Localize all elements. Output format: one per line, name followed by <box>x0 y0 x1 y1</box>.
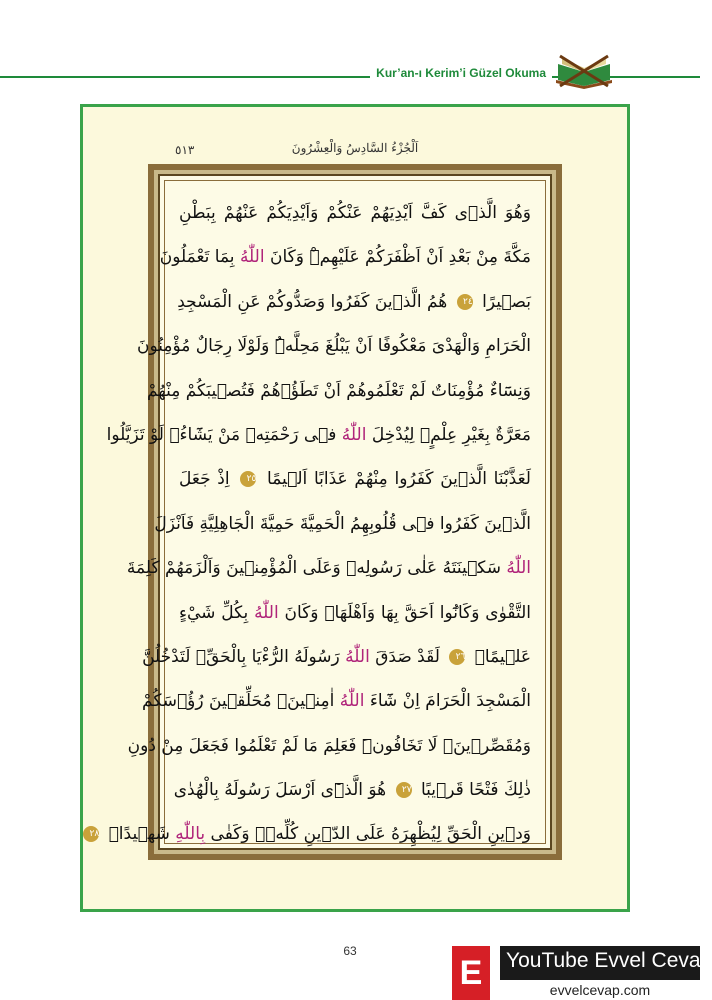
ayah-text: الَّذٖينَ كَفَرُوا فٖى قُلُوبِهِمُ الْحَمِيَّةَ حَمِيَّةَ الْجَاهِلِيَّةِ فَاَنْزَلَ <box>154 513 531 534</box>
juz-title: اَلْجُزْءُ السَّادِسُ وَالْعِشْرُونَ <box>291 141 419 155</box>
ayah-line <box>179 191 531 235</box>
ayah-text: مَعَرَّةٌ بِغَيْرِ عِلْمٍۚ لِيُدْخِلَ <box>366 424 531 445</box>
ayah-text: الْمَسْجِدَ الْحَرَامَ اِنْ شَٓاءَ <box>364 691 531 712</box>
badge-divider <box>490 946 500 1000</box>
ayah-text: هُوَ الَّذٖٓى اَرْسَلَ رَسُولَهُ بِالْهُدٰى <box>173 780 392 801</box>
ayah-line <box>89 812 531 856</box>
ayah-number-marker: ٢٤ <box>457 294 473 310</box>
ayah-text: لَقَدْ صَدَقَ <box>369 646 446 667</box>
ayah-line <box>173 768 531 812</box>
ayah-line <box>142 635 531 679</box>
ayah-line <box>154 502 531 546</box>
ayah-number-marker: ٢٦ <box>449 649 465 665</box>
ayah-text: ذٰلِكَ فَتْحًا قَرٖيبًا <box>415 780 531 801</box>
quran-book-on-stand-icon <box>552 50 616 90</box>
ayah-line <box>179 457 531 501</box>
divine-name: اللّٰهُ <box>345 646 370 667</box>
badge-title: YouTube Evvel Cevap <box>506 949 712 972</box>
text-border <box>89 164 562 860</box>
ayah-text: رَسُولَهُ الرُّءْيَا بِالْحَقِّۚ لَتَدْخُلُنَّ <box>142 646 346 667</box>
divine-name: اللّٰهُ <box>254 602 279 623</box>
ayah-text: وَدٖينِ الْحَقِّ لِيُظْهِرَهُ عَلَى الدّٖينِ كُلِّهٖۜ وَكَفٰى <box>205 824 531 845</box>
ayah-text: اٰمِنٖينَۙ مُحَلِّقٖينَ رُؤُ۫سَكُمْ <box>142 691 340 712</box>
ayah-number-marker: ٢٥ <box>240 471 256 487</box>
ayah-text: بِمَا تَعْمَلُونَ <box>159 247 240 268</box>
ayah-line <box>179 591 531 635</box>
ayah-number-marker: ٢٨ <box>83 826 99 842</box>
ayah-line <box>159 235 531 279</box>
ayah-line <box>127 724 531 768</box>
ayah-text: التَّقْوٰى وَكَانُٓوا اَحَقَّ بِهَا وَاَهْلَهَاۜ وَكَانَ <box>278 602 531 623</box>
page-number: 63 <box>343 944 357 958</box>
ayah-line <box>146 369 531 413</box>
arabic-page-number: ٥١٣ <box>175 143 195 157</box>
ayah-line <box>179 280 531 324</box>
ayah-number-marker: ٢٧ <box>396 782 412 798</box>
quran-text <box>89 180 546 845</box>
ayah-text: سَكٖينَتَهُ عَلٰى رَسُولِهٖ وَعَلَى الْمُؤْمِنٖينَ وَاَلْزَمَهُمْ كَلِمَةَ <box>126 558 507 579</box>
divine-name: اللّٰهُ <box>506 558 531 579</box>
ayah-text: هُمُ الَّذٖينَ كَفَرُوا وَصَدُّوكُمْ عَنِ الْمَسْجِدِ <box>177 291 453 312</box>
ayah-text: فٖى رَحْمَتِهٖ مَنْ يَشَٓاءُۚ لَوْ تَزَيَّلُوا <box>106 424 342 445</box>
ayah-text: بِكُلِّ شَيْءٍ <box>179 602 255 623</box>
divine-name: بِاللّٰهِ <box>175 824 206 845</box>
youtube-badge[interactable] <box>452 946 712 1000</box>
divine-name: اللّٰهُ <box>239 247 265 268</box>
ayah-text: لَعَذَّبْنَا الَّذٖينَ كَفَرُوا مِنْهُمْ عَذَابًا اَلٖيمًا <box>260 469 531 490</box>
ayah-text: شَهٖيدًا۟ <box>103 824 176 845</box>
ayah-line <box>126 546 531 590</box>
ayah-text: وَنِسَٓاءٌ مُؤْمِنَاتٌ لَمْ تَعْلَمُوهُمْ اَنْ تَطَؤُ۫هُمْ فَتُصٖيبَكُمْ مِنْهُمْ <box>146 380 531 401</box>
ayah-text: الْحَرَامِ وَالْهَدْىَ مَعْكُوفًا اَنْ يَبْلُغَ مَحِلَّهُۜ وَلَوْلَا رِجَالٌ مُؤْمِنُونَ <box>137 336 531 357</box>
ayah-line <box>137 324 531 368</box>
ayah-text: وَهُوَ الَّذٖى كَفَّ اَيْدِيَهُمْ عَنْكُمْ وَاَيْدِيَكُمْ عَنْهُمْ بِبَطْنِ <box>179 203 531 223</box>
ayah-text: وَمُقَصِّرٖينَۙ لَا تَخَافُونَۜ فَعَلِمَ مَا لَمْ تَعْلَمُوا فَجَعَلَ مِنْ دُونِ <box>127 735 531 756</box>
ayah-text: بَصٖيرًا <box>476 291 531 312</box>
text-border-inner <box>89 174 552 850</box>
ayah-line <box>142 679 531 723</box>
badge-letter: E <box>452 946 490 1000</box>
ayah-text: عَلٖيمًا۟ <box>469 646 531 667</box>
badge-box <box>500 946 712 1000</box>
divine-name: اللّٰهُ <box>341 424 367 445</box>
header-title: Kur’an-ı Kerim’i Güzel Okuma <box>370 66 552 80</box>
ayah-text: اِذْ جَعَلَ <box>179 469 237 490</box>
badge-url: evvelcevap.com <box>500 980 700 1000</box>
ayah-text: مَكَّةَ مِنْ بَعْدِ اَنْ اَظْفَرَكُمْ عَلَيْهِمْۜ وَكَانَ <box>264 247 531 268</box>
divine-name: اللّٰهُ <box>339 691 365 712</box>
ayah-line <box>106 413 531 457</box>
